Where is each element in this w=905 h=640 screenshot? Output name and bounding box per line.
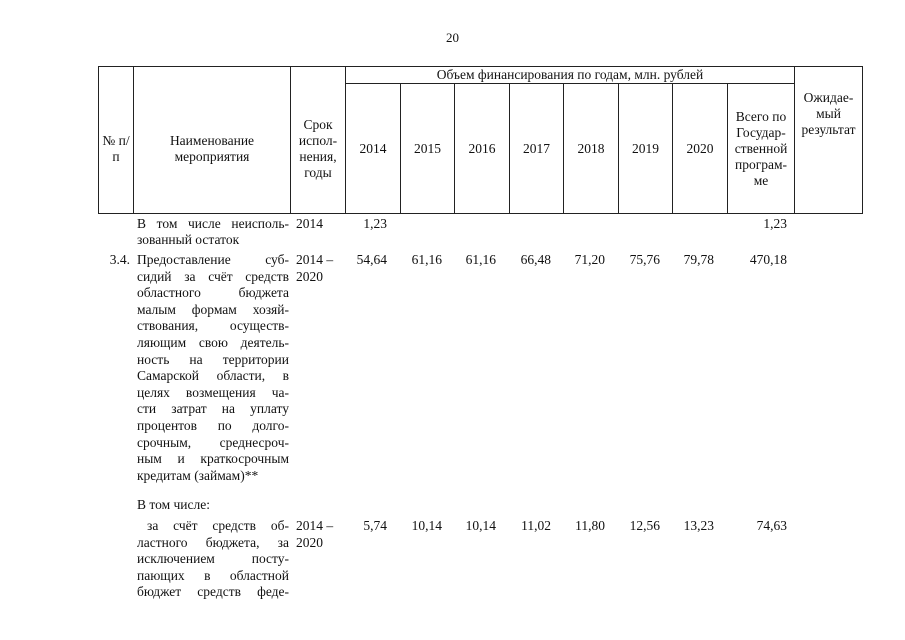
header-bottom-border xyxy=(98,213,862,214)
row-total: 74,63 xyxy=(756,518,787,533)
header-result-text: Ожидае-мый результат xyxy=(801,90,856,137)
row-value-2018: 11,80 xyxy=(575,518,605,533)
header-year-text: 2015 xyxy=(414,140,441,156)
header-num xyxy=(99,84,133,213)
row-name-line: ность на территории xyxy=(137,351,289,367)
row-total: 470,18 xyxy=(749,252,787,267)
row-name-line: сти затрат на уплату xyxy=(137,401,289,417)
header-result xyxy=(795,84,862,144)
row-value-2015: 61,16 xyxy=(411,252,442,267)
header-name xyxy=(134,84,290,213)
row-value-2020: 13,23 xyxy=(683,518,714,533)
row-value-2016: 61,16 xyxy=(465,252,496,267)
row-name-line: ластного бюджета, за xyxy=(137,534,289,550)
header-year-2014 xyxy=(346,84,400,213)
row-total: 1,23 xyxy=(763,216,787,231)
row-value-2016: 10,14 xyxy=(465,518,496,533)
header-total xyxy=(728,84,794,213)
row-value-2014: 1,23 xyxy=(363,216,387,231)
row-name-line: областного бюджета xyxy=(137,285,289,301)
row-value-2017: 66,48 xyxy=(520,252,551,267)
header-year-text: 2018 xyxy=(577,140,605,156)
row-name-line: исключением посту- xyxy=(137,551,289,567)
row-name-line: сидий за счёт средств xyxy=(137,268,289,284)
row-name-line: малым формам хозяй- xyxy=(137,301,289,317)
header-total-text: Всего по Государ-ственной програм-ме xyxy=(734,108,788,188)
header-name-text: Наименование мероприятия xyxy=(169,132,255,164)
row-number: 3.4. xyxy=(109,252,130,267)
row-name-line: срочным, среднесроч- xyxy=(137,434,289,450)
header-year-2018 xyxy=(564,84,618,213)
header-year-2019 xyxy=(619,84,672,213)
row-name-line: целях возмещения ча- xyxy=(137,384,289,400)
header-year-text: 2016 xyxy=(468,140,496,156)
row-name-line: ствования, осуществ- xyxy=(137,318,289,334)
row-name-line: бюджет средств феде- xyxy=(137,584,289,600)
row-name-line: ным и краткосрочным xyxy=(137,451,289,467)
row-name-line: процентов по долго- xyxy=(137,418,289,433)
row-name-line: зованный остаток xyxy=(137,232,240,247)
row-value-2014: 5,74 xyxy=(363,518,387,533)
header-year-text: 2019 xyxy=(632,140,659,156)
header-year-2016 xyxy=(455,84,509,213)
row-name-line: за счёт средств об- xyxy=(147,518,289,533)
row-name-line: Предоставление суб- xyxy=(137,252,289,267)
page-number: 20 xyxy=(446,30,459,45)
header-financing xyxy=(346,66,794,83)
row-name-line: В том числе: xyxy=(137,497,210,512)
header-year-text: 2017 xyxy=(523,140,550,156)
header-financing-text: Объем финансирования по годам, млн. рублей xyxy=(436,66,704,82)
row-name-line: пающих в областной xyxy=(137,567,289,583)
row-srok: 2014 xyxy=(296,216,323,231)
header-srok-text: Срок испол-нения, годы xyxy=(298,116,338,180)
row-name-line: ляющим свою деятель- xyxy=(137,335,289,350)
header-year-2015 xyxy=(401,84,454,213)
row-value-2015: 10,14 xyxy=(411,518,442,533)
row-name-line: В том числе неисполь- xyxy=(137,216,289,231)
row-name-line: Самарской области, в xyxy=(137,368,289,384)
row-value-2020: 79,78 xyxy=(683,252,714,267)
row-value-2019: 12,56 xyxy=(629,518,660,533)
row-value-2018: 71,20 xyxy=(574,252,605,267)
header-year-2020 xyxy=(673,84,727,213)
col-line-12 xyxy=(862,66,863,214)
header-srok xyxy=(291,84,345,213)
header-year-text: 2014 xyxy=(359,140,387,156)
row-value-2014: 54,64 xyxy=(356,252,387,267)
header-year-2017 xyxy=(510,84,563,213)
header-year-text: 2020 xyxy=(686,140,714,156)
row-srok: 2014 – 2020 xyxy=(296,252,334,284)
row-name-line: кредитам (займам)** xyxy=(137,467,259,483)
header-num-text: № п/п xyxy=(102,132,130,164)
row-value-2019: 75,76 xyxy=(629,252,660,267)
row-value-2017: 11,02 xyxy=(521,518,551,533)
row-srok: 2014 – 2020 xyxy=(296,518,334,550)
